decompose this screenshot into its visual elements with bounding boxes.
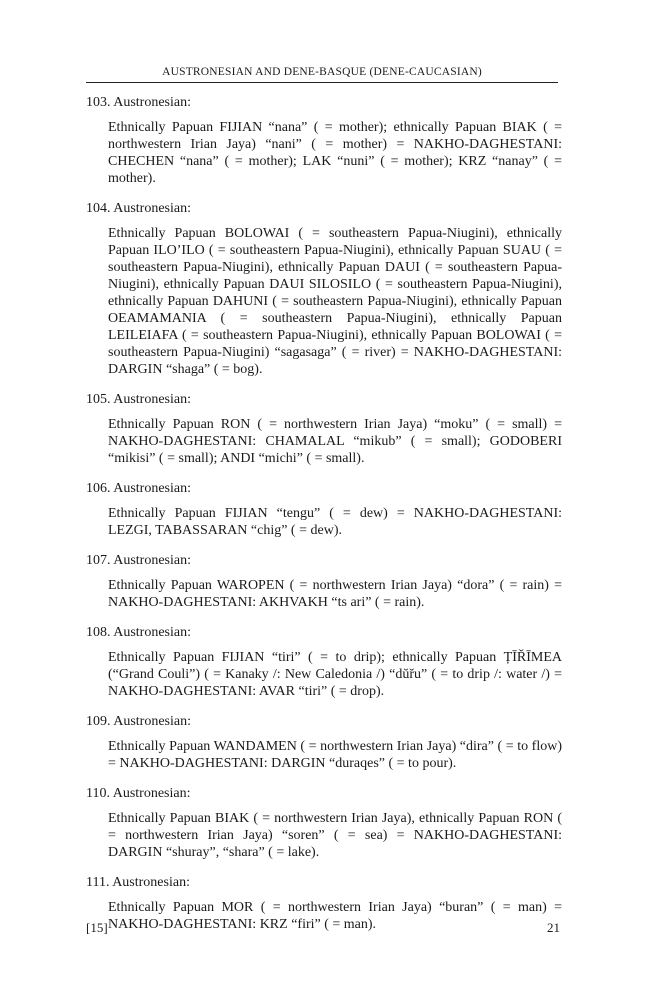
entry-111: [86, 874, 562, 933]
entry-109: [86, 713, 562, 772]
entry-heading: 107. Austronesian:: [86, 553, 191, 568]
entry-body: Ethnically Papuan RON ( = northwestern Irian Jaya) “moku” ( = small) = NAKHO-DAGHESTANI: CHAMALAL “mikub” ( = small); GODOBERI “mikisi” ( = small); ANDI “michi” ( = small).: [108, 417, 562, 466]
entry-heading: 110. Austronesian:: [86, 786, 191, 801]
running-header: AUSTRONESIAN AND DENE-BASQUE (DENE-CAUCASIAN): [86, 66, 558, 83]
entry-106: [86, 480, 562, 539]
entry-103: [86, 94, 562, 187]
entry-heading: 109. Austronesian:: [86, 714, 191, 729]
entry-body: Ethnically Papuan FIJIAN “tengu” ( = dew) = NAKHO-DAGHESTANI: LEZGI, TABASSARAN “chig” ( = dew).: [108, 506, 562, 538]
entry-body: Ethnically Papuan WAROPEN ( = northwestern Irian Jaya) “dora” ( = rain) = NAKHO-DAGHESTANI: AKHVAKH “ts ari” ( = rain).: [108, 578, 562, 610]
entry-heading: 106. Austronesian:: [86, 481, 191, 496]
entry-108: [86, 624, 562, 700]
entry-107: [86, 552, 562, 611]
entry-body: Ethnically Papuan BOLOWAI ( = southeastern Papua-Niugini), ethnically Papuan ILO’ILO ( = southeastern Papua-Niugini), ethnically Papuan SUAU ( = southeastern Papua-Niugini), ethnically Papuan DAUI ( = southeastern Papua-Niugini), ethnically Papuan DAUI SILOSILO ( = southeastern Papua-Niugini), ethnically Papuan DAHUNI ( = southeastern Papua-Niugini), ethnically Papuan OEAMAMANIA ( = southeastern Papua-Niugini), ethnically Papuan LEILEIAFA ( = southeastern Papua-Niugini), ethnically Papuan BOLOWAI ( = southeastern Papua-Niugini) “sagasaga” ( = river) = NAKHO-DAGHESTANI: DARGIN “shaga” ( = bog).: [108, 226, 562, 377]
entry-104: [86, 200, 562, 378]
entry-heading: 105. Austronesian:: [86, 392, 191, 407]
entry-heading: 103. Austronesian:: [86, 95, 191, 110]
entry-heading: 108. Austronesian:: [86, 625, 191, 640]
entry-body: Ethnically Papuan WANDAMEN ( = northwestern Irian Jaya) “dira” ( = to flow) = NAKHO-DAGHESTANI: DARGIN “duraqes” ( = to pour).: [108, 739, 562, 771]
entry-body: Ethnically Papuan MOR ( = northwestern Irian Jaya) “buran” ( = man) = NAKHO-DAGHESTANI: KRZ “firi” ( = man).: [108, 900, 562, 932]
entry-body: Ethnically Papuan FIJIAN “tiri” ( = to drip); ethnically Papuan ȚĪŘĪMEA (“Grand Couli”) ( = Kanaky /: New Caledonia /) “dŭřu” ( = to drip /: water /) = NAKHO-DAGHESTANI: AVAR “tiri” ( = drop).: [108, 650, 562, 699]
entry-heading: 111. Austronesian:: [86, 875, 190, 890]
entry-body: Ethnically Papuan FIJIAN “nana” ( = mother); ethnically Papuan BIAK ( = northwestern Irian Jaya) “nani” ( = mother) = NAKHO-DAGHESTANI: CHECHEN “nana” ( = mother); LAK “nuni” ( = mother); KRZ “nanay” ( = mother).: [108, 120, 562, 186]
entry-110: [86, 785, 562, 861]
entry-105: [86, 391, 562, 467]
entry-list: [86, 94, 562, 946]
entry-body: Ethnically Papuan BIAK ( = northwestern Irian Jaya), ethnically Papuan RON ( = northwestern Irian Jaya) “soren” ( = sea) = NAKHO-DAGHESTANI: DARGIN “shuray”, “shara” ( = lake).: [108, 811, 562, 860]
section-mark: [15]: [86, 920, 108, 935]
entry-heading: 104. Austronesian:: [86, 201, 191, 216]
page-number: 21: [547, 920, 560, 935]
